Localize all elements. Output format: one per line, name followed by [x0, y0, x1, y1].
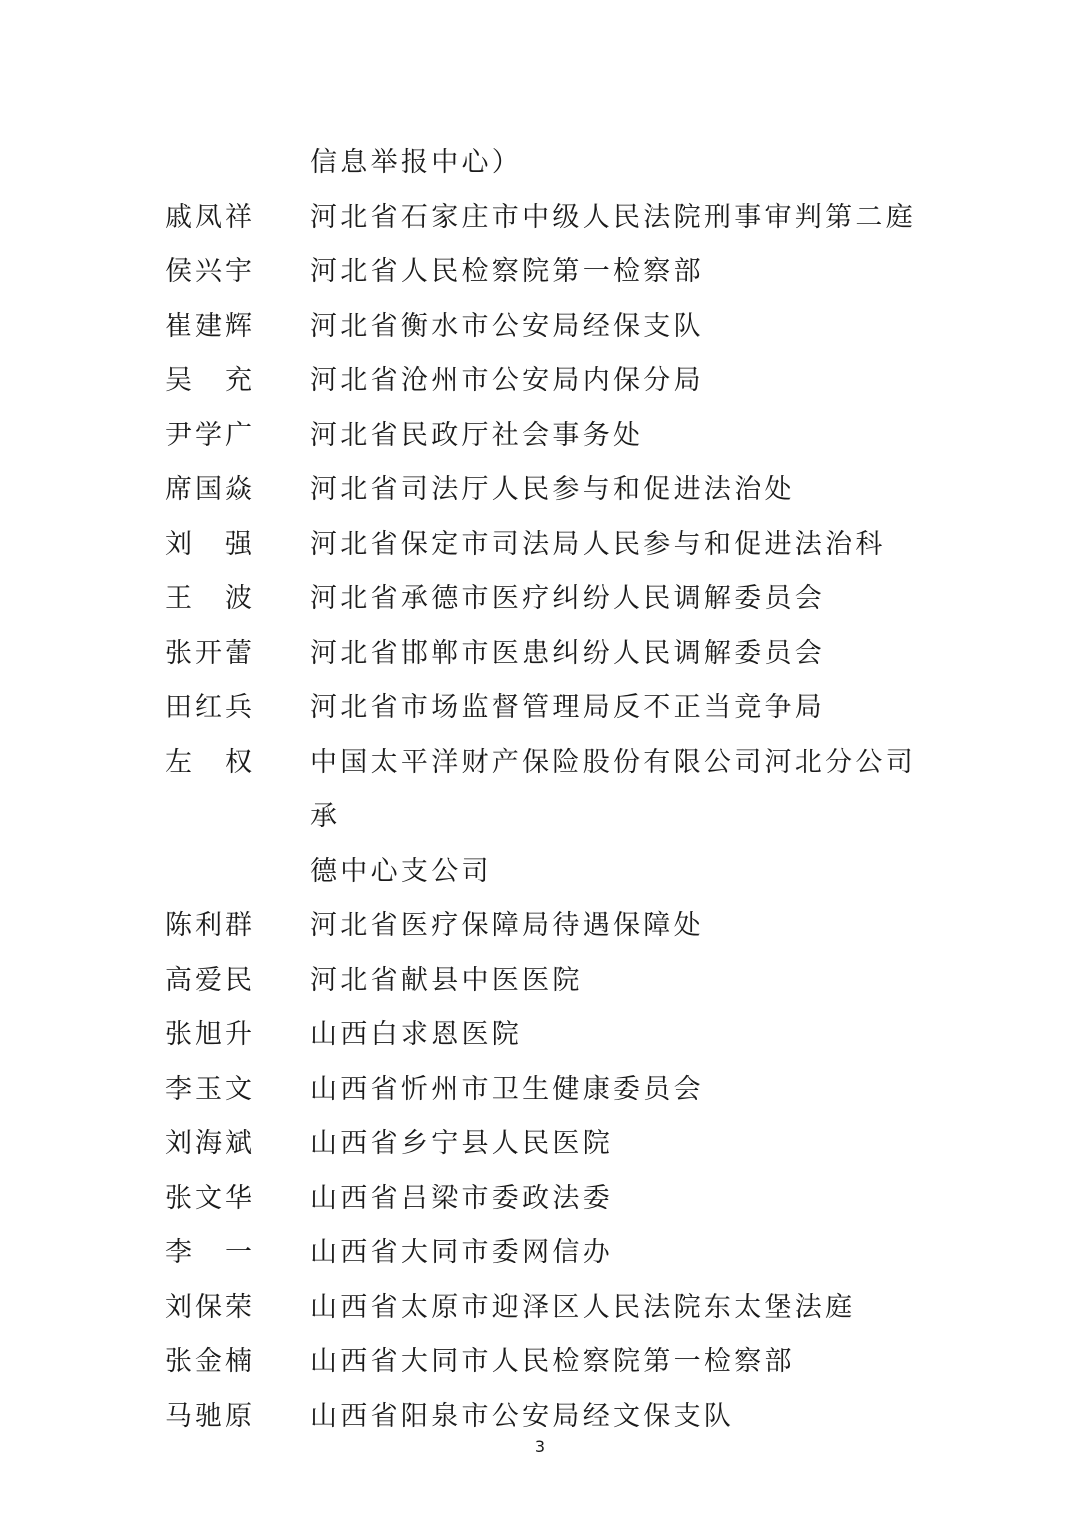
organization: 河北省衡水市公安局经保支队 [310, 310, 704, 342]
person-name: 刘 强 [165, 528, 255, 560]
person-name: 刘海斌 [165, 1128, 255, 1159]
list-item [165, 1226, 945, 1281]
list-item [165, 354, 945, 409]
list-item [165, 191, 945, 246]
list-item [165, 409, 945, 464]
person-name: 陈利群 [165, 910, 255, 941]
organization: 山西省乡宁县人民医院 [310, 1128, 613, 1159]
list-item [165, 1117, 945, 1172]
list-item [165, 136, 945, 191]
person-name: 李玉文 [165, 1073, 255, 1105]
person-name: 左 权 [165, 746, 255, 778]
organization: 河北省司法厅人民参与和促进法治处 [310, 474, 795, 505]
organization: 山西省阳泉市公安局经文保支队 [310, 1400, 735, 1432]
person-name: 马驰原 [165, 1400, 255, 1432]
organization: 河北省邯郸市医患纠纷人民调解委员会 [310, 637, 826, 669]
list-item [165, 681, 945, 736]
organization: 河北省人民检察院第一检察部 [310, 256, 704, 287]
organization: 德中心支公司 [310, 855, 492, 887]
organization: 山西省太原市迎泽区人民法院东太堡法庭 [310, 1291, 856, 1323]
list-item [165, 954, 945, 1009]
list-item [165, 245, 945, 300]
organization: 河北省沧州市公安局内保分局 [310, 365, 704, 396]
organization: 信息举报中心） [310, 147, 523, 178]
list-item [165, 736, 945, 845]
person-name: 戚凤祥 [165, 201, 255, 233]
list-item [165, 627, 945, 682]
list-item [165, 899, 945, 954]
organization: 河北省医疗保障局待遇保障处 [310, 910, 704, 941]
list-item [165, 1335, 945, 1390]
organization: 河北省承德市医疗纠纷人民调解委员会 [310, 583, 826, 614]
list-item [165, 1063, 945, 1118]
list-item [165, 518, 945, 573]
organization: 山西省忻州市卫生健康委员会 [310, 1073, 704, 1105]
list-item [165, 1390, 945, 1445]
person-name: 张开蕾 [165, 637, 255, 669]
person-name: 田红兵 [165, 692, 255, 723]
organization: 山西白求恩医院 [310, 1019, 523, 1050]
list-item [165, 463, 945, 518]
organization: 山西省吕梁市委政法委 [310, 1182, 613, 1214]
organization: 山西省大同市委网信办 [310, 1237, 613, 1268]
list-item [165, 1172, 945, 1227]
person-name: 高爱民 [165, 964, 255, 996]
person-name: 张金楠 [165, 1346, 255, 1377]
list-item [165, 1008, 945, 1063]
list-item [165, 572, 945, 627]
organization: 河北省市场监督管理局反不正当竞争局 [310, 692, 826, 723]
name-list [165, 136, 945, 1444]
person-name: 张旭升 [165, 1019, 255, 1050]
person-name: 吴 充 [165, 365, 255, 396]
person-name: 侯兴宇 [165, 256, 255, 287]
organization: 河北省民政厅社会事务处 [310, 419, 644, 451]
person-name: 崔建辉 [165, 310, 255, 342]
person-name: 尹学广 [165, 419, 255, 451]
page-number: 3 [534, 1437, 546, 1456]
person-name: 李 一 [165, 1237, 255, 1268]
person-name: 王 波 [165, 583, 255, 614]
person-name: 刘保荣 [165, 1291, 255, 1323]
person-name: 张文华 [165, 1182, 255, 1214]
list-item [165, 1281, 945, 1336]
list-item [165, 300, 945, 355]
organization: 山西省大同市人民检察院第一检察部 [310, 1346, 795, 1377]
organization: 中国太平洋财产保险股份有限公司河北分公司承 [310, 746, 916, 832]
person-name: 席国焱 [165, 474, 255, 505]
organization: 河北省保定市司法局人民参与和促进法治科 [310, 528, 886, 560]
organization: 河北省献县中医医院 [310, 964, 583, 996]
organization: 河北省石家庄市中级人民法院刑事审判第二庭 [310, 201, 916, 233]
list-item [165, 845, 945, 900]
